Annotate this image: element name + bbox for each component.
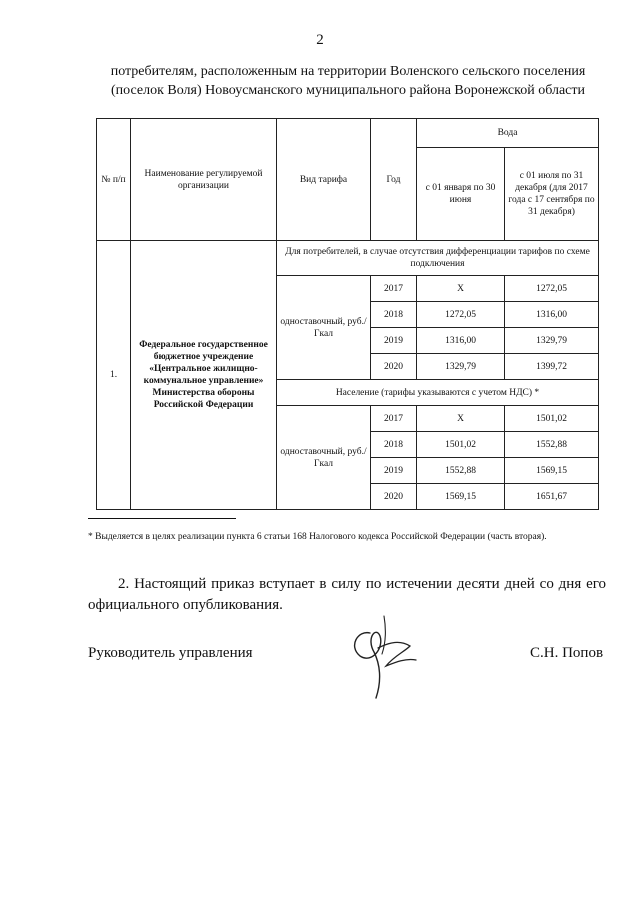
value-cell: 1569,15 [417,484,505,510]
value-cell: 1316,00 [417,328,505,354]
order-paragraph: 2. Настоящий приказ вступает в силу по истечении десяти дней со дня его официального опубликования. [88,576,606,613]
footnote: * Выделяется в целях реализации пункта 6 статьи 168 Налогового кодекса Российской Федерации (часть вторая). [88,532,547,542]
value-cell: 1272,05 [417,302,505,328]
tariff-type-cell: одноставочный, руб./Гкал [277,276,371,380]
page-number: 2 [316,32,324,48]
year-cell: 2020 [371,484,417,510]
value-cell: 1501,02 [505,406,599,432]
intro-line: (поселок Воля) Новоусманского муниципального района Воронежской области [111,83,585,98]
year-cell: 2019 [371,458,417,484]
value-cell: 1501,02 [417,432,505,458]
year-cell: 2019 [371,328,417,354]
handwritten-signature-icon [340,608,430,703]
header-tariff-type: Вид тарифа [277,119,371,241]
value-cell: X [417,406,505,432]
value-cell: 1329,79 [505,328,599,354]
header-num: № п/п [97,119,131,241]
signatory-name: С.Н. Попов [530,645,604,661]
year-cell: 2017 [371,276,417,302]
tariff-table [96,118,599,510]
value-cell: 1316,00 [505,302,599,328]
year-cell: 2020 [371,354,417,380]
value-cell: 1569,15 [505,458,599,484]
section-title: Население (тарифы указываются с учетом НДС) * [277,380,599,406]
organization-name: Федеральное государственное бюджетное учреждение «Центральное жилищно-коммунальное управление» Министерства обороны Российской Федерации [131,241,277,510]
intro-line: потребителям, расположенным на территории Воленского сельского поселения [110,64,586,79]
header-group-water: Вода [417,119,599,148]
year-cell: 2018 [371,432,417,458]
footnote-divider [88,518,236,519]
value-cell: 1399,72 [505,354,599,380]
header-org: Наименование регулируемой организации [131,119,277,241]
row-number: 1. [97,241,131,510]
header-period-1: с 01 января по 30 июня [417,148,505,241]
year-cell: 2017 [371,406,417,432]
year-cell: 2018 [371,302,417,328]
signatory-position: Руководитель управления [88,645,253,661]
value-cell: 1651,67 [505,484,599,510]
tariff-type-cell: одноставочный, руб./Гкал [277,406,371,510]
section-title: Для потребителей, в случае отсутствия дифференциации тарифов по схеме подключения [277,241,599,276]
value-cell: X [417,276,505,302]
value-cell: 1552,88 [505,432,599,458]
value-cell: 1272,05 [505,276,599,302]
value-cell: 1552,88 [417,458,505,484]
intro-text [88,62,608,100]
value-cell: 1329,79 [417,354,505,380]
header-period-2: с 01 июля по 31 декабря (для 2017 года с 17 сентября по 31 декабря) [505,148,599,241]
header-year: Год [371,119,417,241]
